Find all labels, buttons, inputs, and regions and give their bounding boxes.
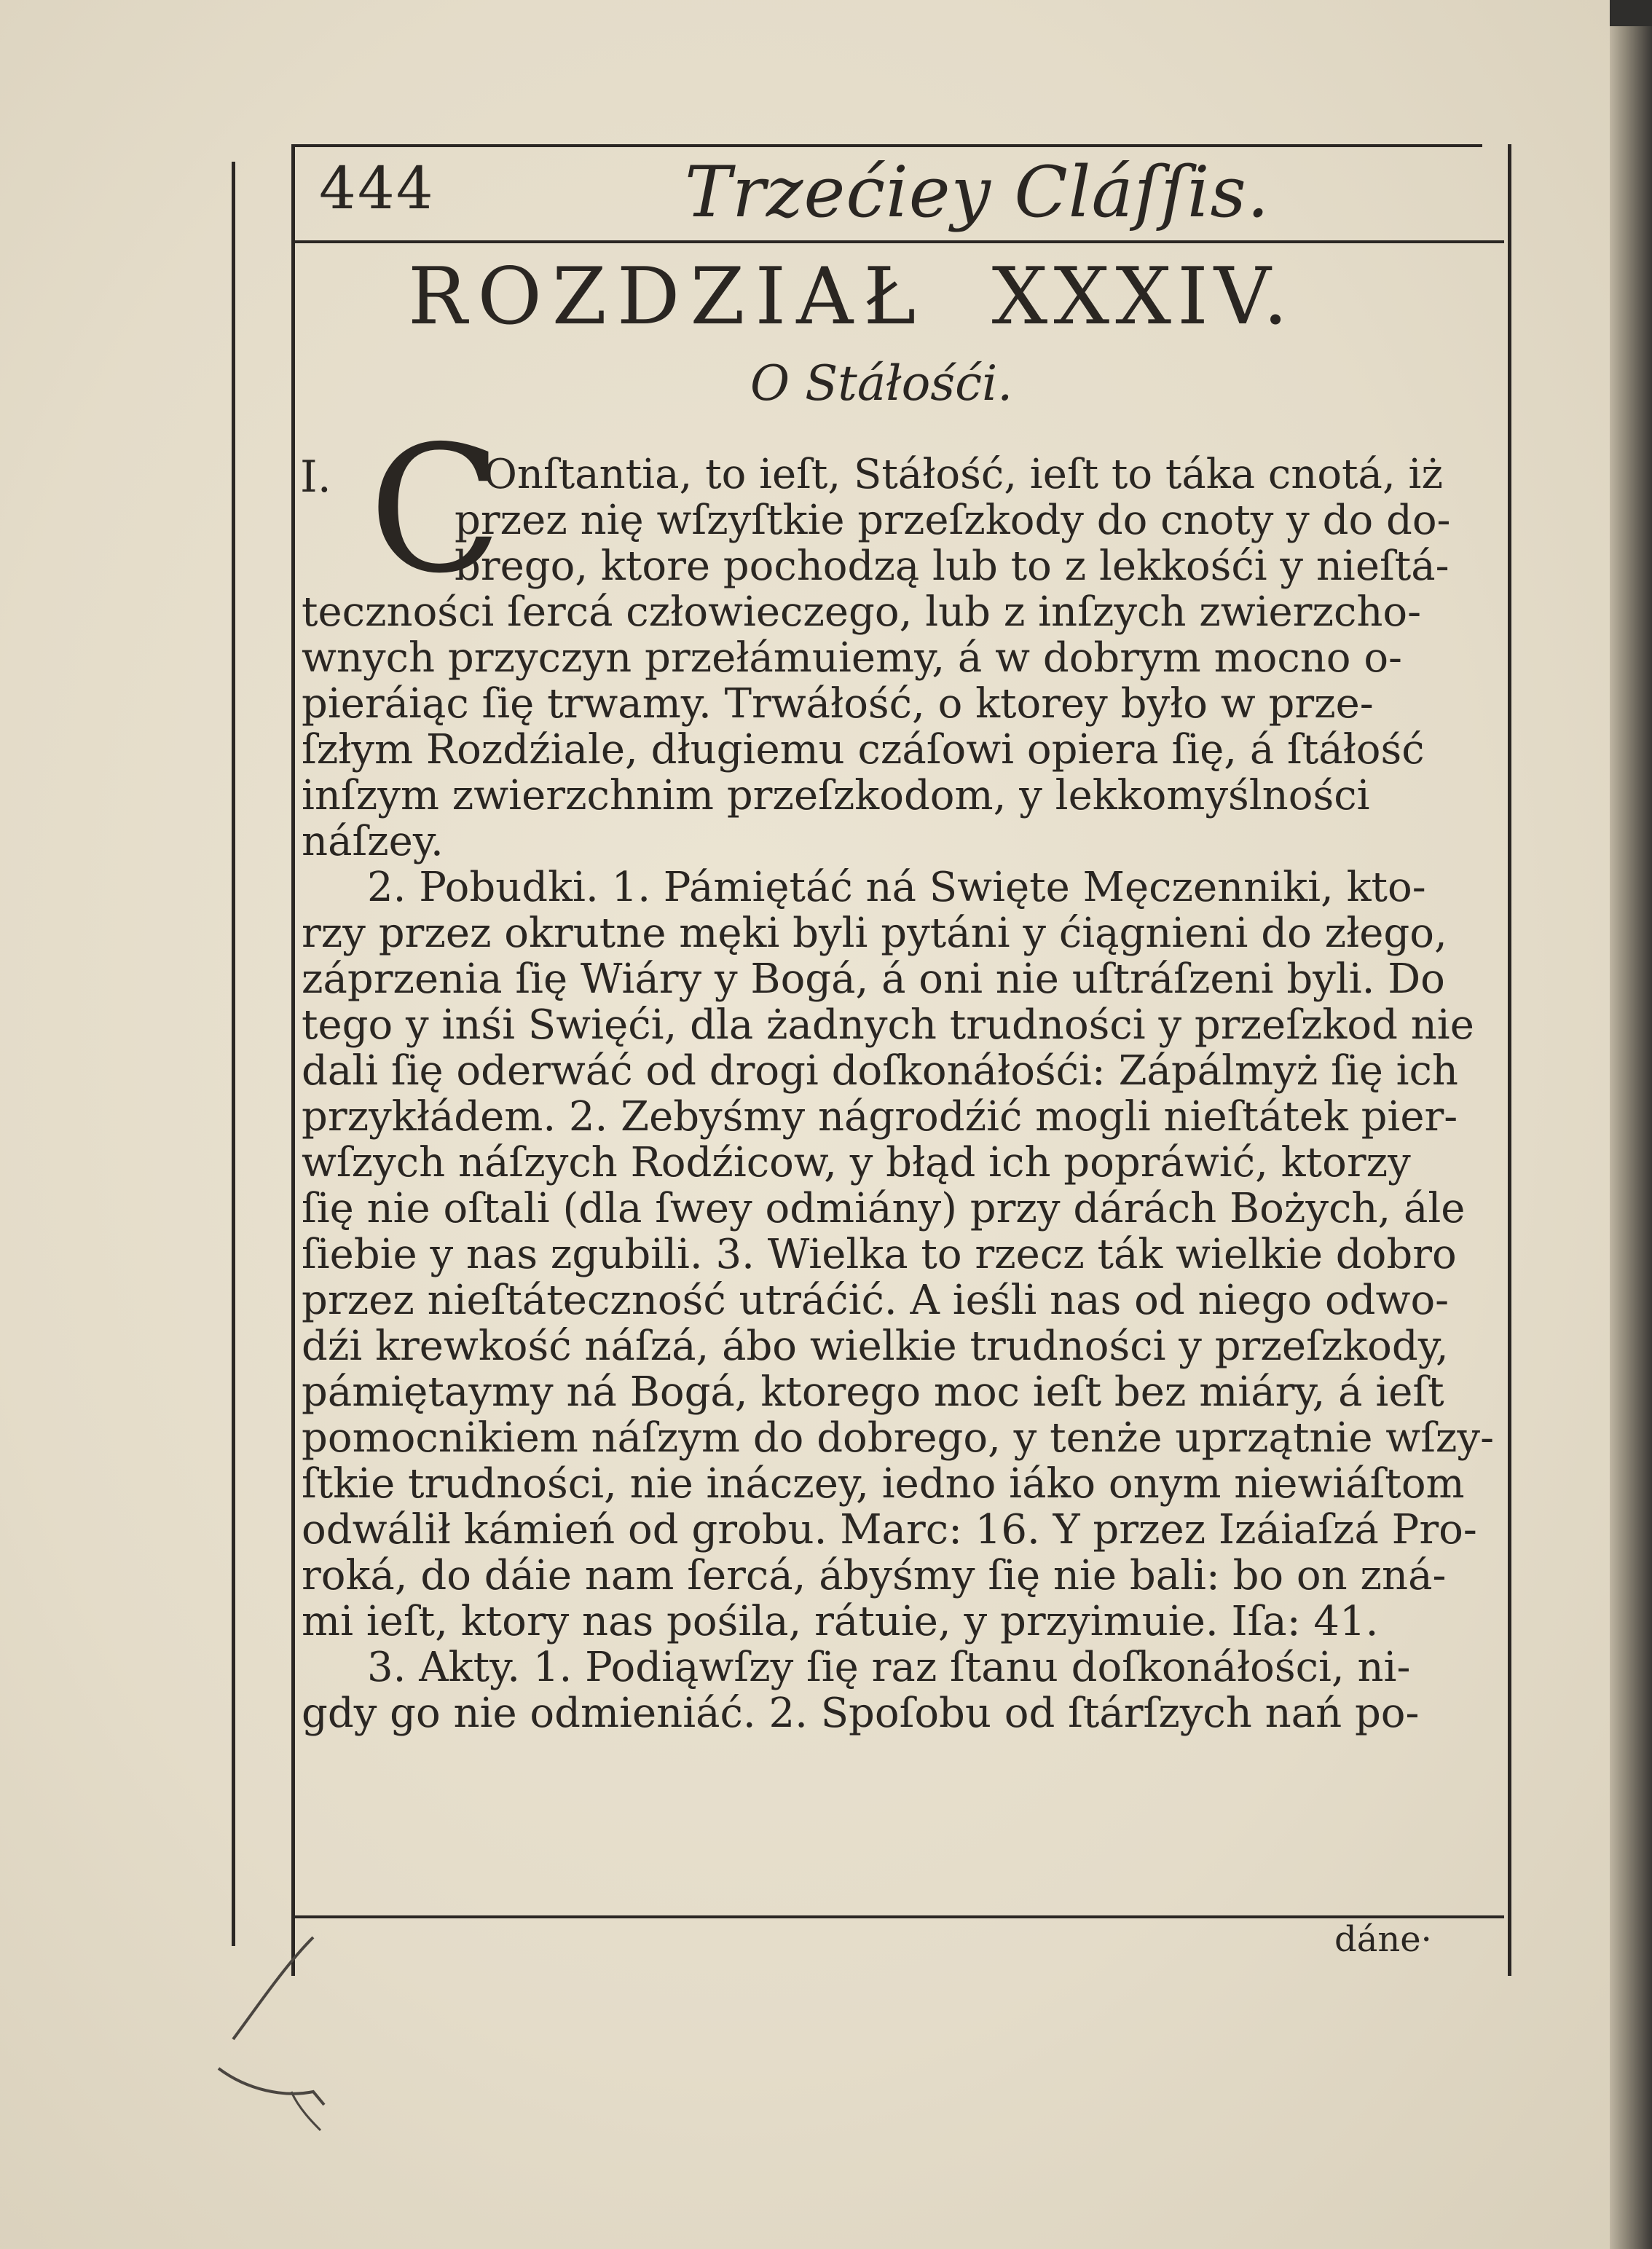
chapter-heading — [408, 251, 1294, 342]
text-line: teczności ſercá człowieczego, lub z inſzych zwierzcho- — [302, 588, 1422, 636]
text-line: ſię nie oſtali (dla ſwey odmiány) przy dárách Bożych, ále — [302, 1185, 1466, 1232]
text-line: przykłádem. 2. Zebyśmy nágrodźić mogli nieſtátek pier- — [302, 1093, 1458, 1141]
running-title: Trzećiey Cláſſis. — [685, 151, 1270, 233]
text-line: 3. Akty. 1. Podiąwſzy ſię raz ſtanu doſkonáłości, ni- — [367, 1644, 1411, 1691]
text-line: ſzłym Rozdźiale, długiemu czáſowi opiera ſię, á ſtáłość — [302, 726, 1425, 773]
text-line: przez nieſtáteczność utráćić. A ieśli nas od niego odwo- — [302, 1277, 1450, 1324]
text-line: ſiebie y nas zgubili. 3. Wielka to rzecz ták wielkie dobro — [302, 1231, 1457, 1278]
paragraph-label: I. — [300, 452, 331, 503]
text-line: dali ſię oderwáć od drogi doſkonáłośći: Zápálmyż ſię ich — [302, 1047, 1458, 1095]
text-line: gdy go nie odmieniáć. 2. Spoſobu od ſtárſzych nań po- — [302, 1690, 1420, 1737]
text-line: inſzym zwierzchnim przeſzkodom, y lekkomyślności — [302, 772, 1370, 819]
text-line: odwálił kámień od grobu. Marc: 16. Y przez Izáiaſzá Pro- — [302, 1506, 1477, 1553]
text-line: ſtkie trudności, nie ináczey, iedno iáko onym niewiáſtom — [302, 1460, 1465, 1508]
drop-cap: C — [369, 408, 503, 612]
text-line: mi ieſt, ktory nas pośila, rátuie, y przyimuie. Iſa: 41. — [302, 1598, 1379, 1645]
text-line: Onſtantia, to ieſt, Stáłość, ieſt to táka cnotá, iż — [484, 451, 1443, 498]
text-line: záprzenia ſię Wiáry y Bogá, á oni nie uſtráſzeni byli. Do — [302, 956, 1445, 1003]
body-text — [300, 408, 1496, 1737]
text-line: náſzey. — [302, 818, 444, 865]
bottom-rule — [295, 1915, 1504, 1918]
paragraph-3 — [302, 1645, 1496, 1736]
text-line: wnych przyczyn przełámuiemy, á w dobrym mocno o- — [302, 634, 1402, 682]
text-line: pámiętaymy ná Bogá, ktorego moc ieſt bez miáry, á ieſt — [302, 1368, 1444, 1416]
text-line: pieráiąc ſię trwamy. Trwáłość, o ktorey było w prze- — [302, 680, 1374, 728]
chapter-subtitle: O Stáłośći. — [750, 355, 1013, 411]
running-head — [306, 146, 1486, 239]
left-margin-rule — [232, 162, 235, 1946]
text-line: wſzych náſzych Rodźicow, y błąd ich popráwić, ktorzy — [302, 1139, 1411, 1186]
page-number: 444 — [319, 154, 435, 222]
text-line: roká, do dáie nam ſercá, ábyśmy ſię nie bali: bo on zná- — [302, 1552, 1447, 1599]
chapter-heading-number: XXXIV. — [991, 251, 1294, 342]
text-line: rzy przez okrutne męki byli pytáni y ćiągnieni do złego, — [302, 910, 1447, 957]
paragraph-1 — [300, 408, 1496, 865]
header-rule — [295, 240, 1504, 243]
text-line: tego y inśi Swięći, dla żadnych trudności y przeſzkod nie — [302, 1001, 1474, 1049]
text-line: pomocnikiem náſzym do dobrego, y tenże uprzątnie wſzy- — [302, 1414, 1494, 1462]
book-gutter — [1610, 0, 1652, 2249]
binding-edge — [1610, 0, 1652, 26]
text-line: dźi krewkość náſzá, ábo wielkie trudności y przeſzkody, — [302, 1323, 1449, 1370]
text-line: 2. Pobudki. 1. Pámiętáć ná Swięte Męczenniki, kto- — [367, 864, 1426, 911]
text-line: brego, ktore pochodzą lub to z lekkośći y nieſtá- — [455, 543, 1450, 590]
pencil-mark-icon — [204, 1923, 328, 2134]
chapter-heading-word: ROZDZIAŁ — [408, 251, 927, 342]
text-line: przez nię wſzyſtkie przeſzkody do cnoty y do do- — [455, 497, 1451, 544]
catchword: dáne· — [1334, 1919, 1432, 1960]
paragraph-2 — [302, 864, 1496, 1645]
